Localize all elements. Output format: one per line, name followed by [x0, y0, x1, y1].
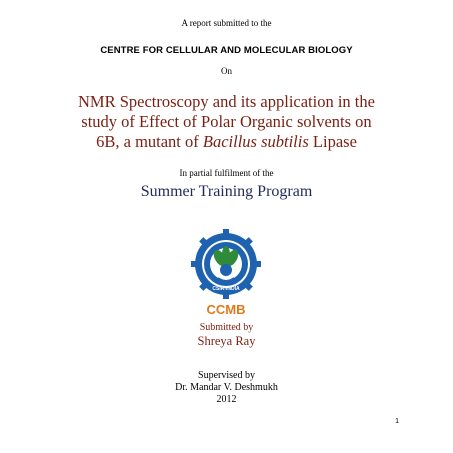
title-line-2: study of Effect of Polar Organic solvents on [81, 112, 372, 131]
globe-icon [220, 264, 232, 276]
page-number: 1 [395, 418, 399, 425]
title-line-1: NMR Spectroscopy and its application in the [78, 92, 375, 111]
report-line: A report submitted to the [181, 18, 272, 28]
year: 2012 [216, 394, 237, 405]
seal-text: CSIR-INDIA [212, 286, 240, 292]
program-title: Summer Training Program [140, 183, 313, 200]
author-name: Shreya Ray [197, 334, 256, 348]
supervisor-name: Dr. Mandar V. Deshmukh [175, 382, 278, 393]
on-line: On [221, 66, 232, 76]
partial-fulfilment-line: In partial fulfilment of the [179, 168, 274, 178]
title-line-3: 6B, a mutant of Bacillus subtilis Lipase [96, 132, 357, 151]
ccmb-wordmark: CCMB [206, 302, 246, 317]
supervised-by-label: Supervised by [198, 370, 255, 381]
species-name: Bacillus subtilis [202, 132, 309, 151]
organization-name: CENTRE FOR CELLULAR AND MOLECULAR BIOLOGY [100, 45, 353, 56]
submitted-by-label: Submitted by [199, 322, 254, 333]
ccmb-logo [186, 228, 266, 318]
